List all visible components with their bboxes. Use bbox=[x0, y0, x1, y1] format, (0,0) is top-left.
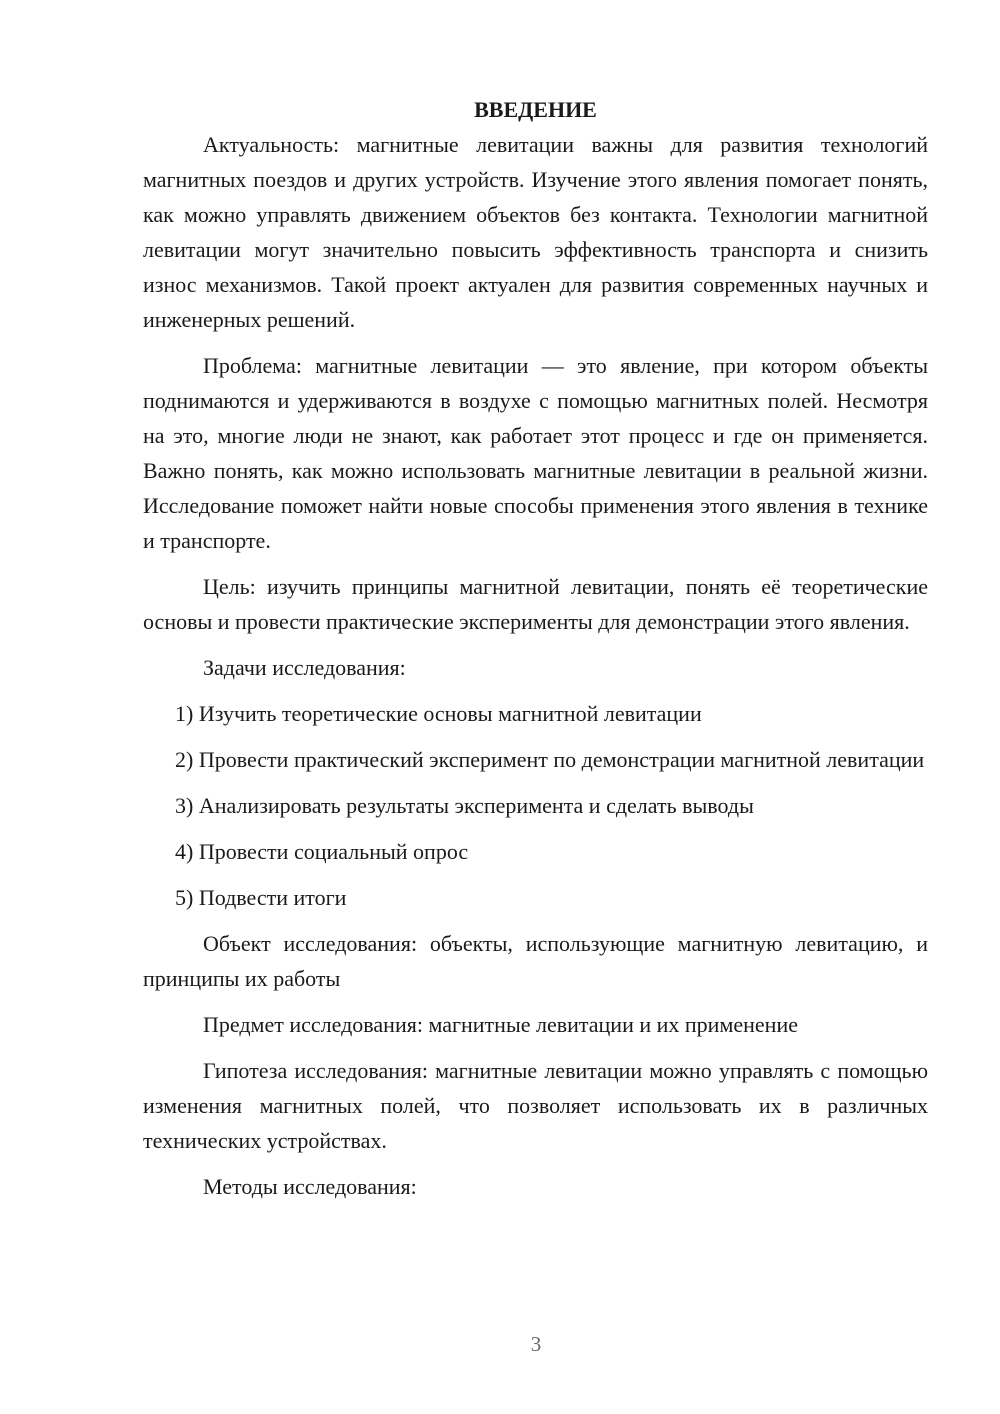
problem-paragraph: Проблема: магнитные левитации — это явление, при котором объекты поднимаются и удерживаются в воздухе с помощью магнитных полей. Несмотря на это, многие люди не знают, как работает этот процесс и где он применяется. Важно понять, как можно использовать магнитные левитации в реальной жизни. Исследование поможет найти новые способы применения этого явления в технике и транспорте. bbox=[143, 353, 928, 553]
object-paragraph: Объект исследования: объекты, использующие магнитную левитацию, и принципы их работы bbox=[143, 931, 928, 991]
relevance-paragraph: Актуальность: магнитные левитации важны для развития технологий магнитных поездов и других устройств. Изучение этого явления помогает понять, как можно управлять движением объектов без контакта. Технологии магнитной левитации могут значительно повысить эффективность транспорта и снизить износ механизмов. Такой проект актуален для развития современных научных и инженерных решений. bbox=[143, 132, 928, 332]
methods-paragraph: Методы исследования: bbox=[203, 1174, 417, 1199]
document-page bbox=[143, 92, 928, 1204]
task-item-1: 1) Изучить теоретические основы магнитной левитации bbox=[175, 701, 702, 726]
task-item-5: 5) Подвести итоги bbox=[175, 885, 347, 910]
section-title: ВВЕДЕНИЕ bbox=[474, 97, 597, 122]
tasks-heading: Задачи исследования: bbox=[203, 655, 406, 680]
task-item-3: 3) Анализировать результаты эксперимента и сделать выводы bbox=[175, 793, 754, 818]
task-item-2: 2) Провести практический эксперимент по демонстрации магнитной левитации bbox=[175, 747, 925, 772]
subject-paragraph: Предмет исследования: магнитные левитации и их применение bbox=[203, 1012, 798, 1037]
task-item-4: 4) Провести социальный опрос bbox=[175, 839, 469, 864]
page-number: 3 bbox=[530, 1332, 542, 1356]
goal-paragraph: Цель: изучить принципы магнитной левитации, понять её теоретические основы и провести практические эксперименты для демонстрации этого явления. bbox=[143, 574, 928, 634]
hypothesis-paragraph: Гипотеза исследования: магнитные левитации можно управлять с помощью изменения магнитных полей, что позволяет использовать их в различных технических устройствах. bbox=[143, 1058, 928, 1153]
